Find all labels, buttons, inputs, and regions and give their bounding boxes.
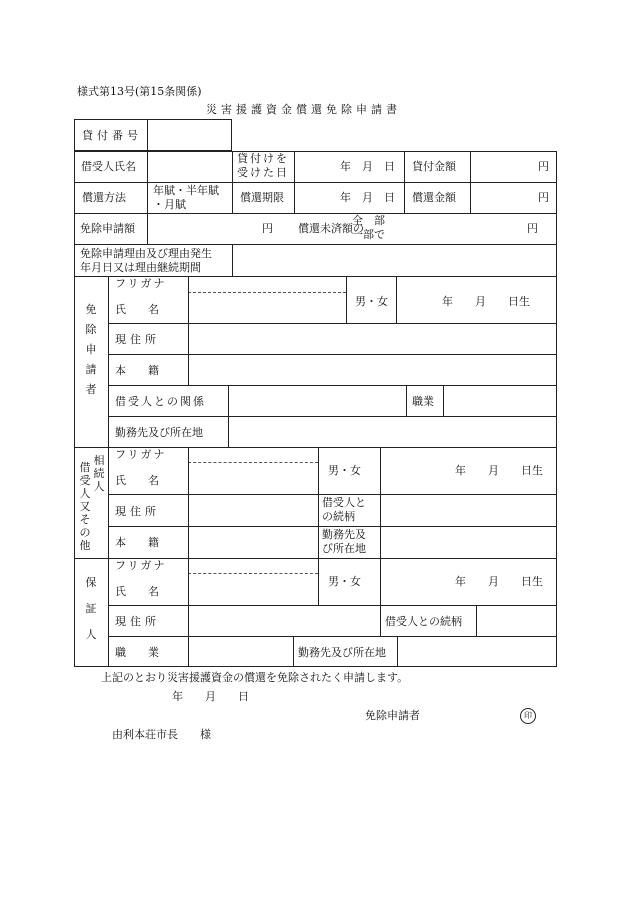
loan-number-field[interactable] bbox=[149, 121, 230, 149]
heir-workplace-label-2: び所在地 bbox=[322, 542, 366, 555]
loan-date-field[interactable]: 年 月 日 bbox=[340, 160, 395, 173]
heir-furigana-label: フリガナ bbox=[115, 448, 167, 461]
repay-due-label: 償還期限 bbox=[240, 191, 284, 204]
repay-method-option-2[interactable]: ・月賦 bbox=[153, 198, 186, 211]
heir-name-label: 氏 名 bbox=[115, 474, 159, 487]
heir-domicile-label: 本 籍 bbox=[115, 536, 159, 549]
applicant-furigana-label: フリガナ bbox=[115, 277, 167, 290]
guarantor-furigana-label: フリガナ bbox=[115, 559, 167, 572]
borrower-name-field[interactable] bbox=[149, 153, 230, 181]
loan-number-label: 貸付番号 bbox=[82, 129, 142, 142]
reason-label-2: 年月日又は理由継続期間 bbox=[80, 261, 201, 274]
applicant-domicile-label: 本 籍 bbox=[115, 364, 159, 377]
applicant-name-label: 氏 名 bbox=[115, 303, 159, 316]
applicant-signature-label: 免除申請者 bbox=[365, 709, 420, 722]
heir-section-label bbox=[78, 454, 106, 554]
guarantor-address-label: 現住所 bbox=[115, 615, 160, 628]
all-option[interactable]: 全 部 bbox=[352, 214, 385, 227]
unpaid-label: 償還未済額の bbox=[298, 222, 364, 235]
submission-date[interactable]: 年 月 日 bbox=[172, 690, 249, 703]
loan-amount-field[interactable] bbox=[472, 153, 532, 181]
guarantor-relation-label: 借受人との続柄 bbox=[385, 615, 462, 628]
loan-amount-yen: 円 bbox=[538, 160, 549, 173]
guarantor-section-label: 保証人 bbox=[85, 576, 97, 641]
heir-birth: 年 月 日生 bbox=[455, 464, 543, 477]
repay-method-label: 償還方法 bbox=[82, 191, 126, 204]
statement: 上記のとおり災害援護資金の償還を免除されたく申請します。 bbox=[101, 671, 409, 684]
form-title: 災害援護資金償還免除申請書 bbox=[206, 103, 401, 116]
guarantor-name-label: 氏 名 bbox=[115, 585, 159, 598]
heir-section-label-col1: 相続人 bbox=[93, 454, 105, 493]
applicant-section-label: 免除申請者 bbox=[85, 303, 97, 396]
form-number: 様式第13号(第15条関係) bbox=[77, 85, 202, 98]
applicant-name-field[interactable] bbox=[190, 294, 344, 321]
guarantor-job-label: 職 業 bbox=[115, 646, 159, 659]
addressee: 由利本荘市長 様 bbox=[112, 728, 211, 741]
reason-label-1: 免除申請理由及び理由発生 bbox=[80, 247, 212, 260]
applicant-sex[interactable]: 男・女 bbox=[355, 295, 388, 308]
guarantor-birth: 年 月 日生 bbox=[455, 575, 543, 588]
reason-field[interactable] bbox=[234, 246, 555, 274]
heir-sex[interactable]: 男・女 bbox=[328, 464, 361, 477]
borrower-name-label: 借受人氏名 bbox=[81, 160, 136, 173]
applicant-job-label: 職業 bbox=[412, 395, 434, 408]
seal-mark-icon: 印 bbox=[520, 708, 536, 724]
applicant-address-field[interactable] bbox=[190, 325, 555, 353]
repay-due-field[interactable]: 年 月 日 bbox=[340, 191, 395, 204]
repay-method-option-1[interactable]: 年賦・半年賦 bbox=[153, 184, 219, 197]
heir-relation-label-1: 借受人と bbox=[322, 496, 366, 509]
heir-relation-label-2: の続柄 bbox=[322, 510, 355, 523]
repay-amount-label: 償還金額 bbox=[412, 191, 456, 204]
applicant-birth: 年 月 日生 bbox=[442, 295, 530, 308]
heir-address-label: 現住所 bbox=[115, 505, 160, 518]
loan-amount-label: 貸付金額 bbox=[412, 160, 456, 173]
loan-date-label-2: 受けた日 bbox=[237, 166, 289, 179]
repay-amount-yen: 円 bbox=[538, 191, 549, 204]
applicant-relation-label: 借受人との関係 bbox=[115, 395, 206, 408]
exempt-amount-yen: 円 bbox=[262, 222, 273, 235]
exempt-amount-label: 免除申請額 bbox=[80, 222, 135, 235]
heir-workplace-label-1: 勤務先及 bbox=[322, 528, 366, 541]
unpaid-yen: 円 bbox=[527, 222, 538, 235]
guarantor-workplace-label: 勤務先及び所在地 bbox=[298, 646, 386, 659]
heir-section-label-col2: 借受人又その他 bbox=[79, 461, 91, 552]
applicant-address-label: 現住所 bbox=[115, 333, 160, 346]
applicant-workplace-label: 勤務先及び所在地 bbox=[115, 426, 203, 439]
loan-date-label-1: 貸付けを bbox=[237, 152, 289, 165]
part-option[interactable]: 一部で bbox=[352, 228, 385, 241]
guarantor-sex[interactable]: 男・女 bbox=[328, 575, 361, 588]
